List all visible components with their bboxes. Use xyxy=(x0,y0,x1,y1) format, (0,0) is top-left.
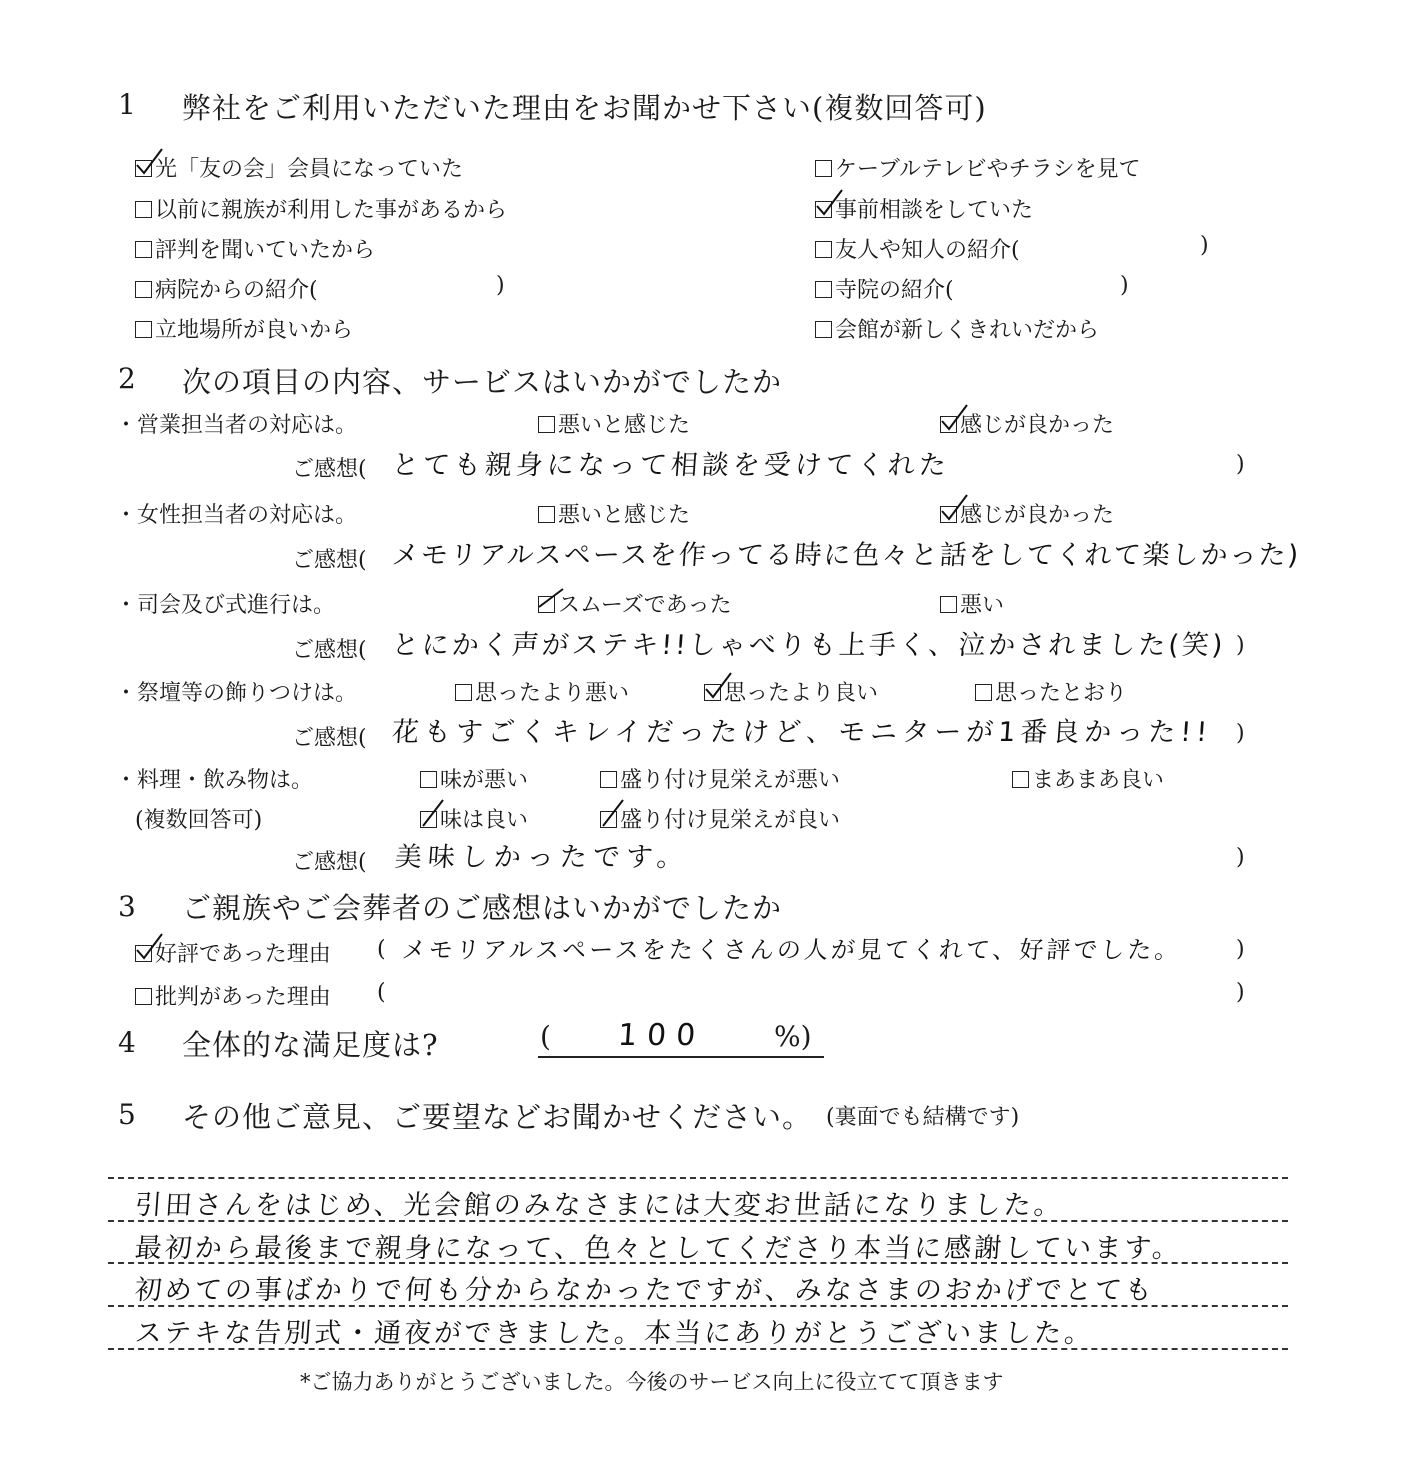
q2-mc-smooth[interactable] xyxy=(538,588,732,619)
checkbox-checked[interactable] xyxy=(135,945,152,962)
q3-bad-open: ( xyxy=(377,980,386,1005)
option-label: 評判を聞いていたから xyxy=(155,238,376,263)
checkbox[interactable] xyxy=(815,321,832,338)
option-label: まあまあ良い xyxy=(1032,768,1165,793)
q2-food-sub-label: (複数回答可) xyxy=(135,808,263,833)
q2-mc-label: ・司会及び式進行は。 xyxy=(115,593,336,618)
option-label: 味が悪い xyxy=(440,768,529,793)
q3-title: ご親族やご会葬者のご感想はいかがでしたか xyxy=(182,891,783,925)
q1-option-reputation[interactable] xyxy=(135,233,375,264)
q4-value: 100 xyxy=(616,1018,707,1053)
checkbox-checked[interactable] xyxy=(704,684,721,701)
q2-sales-impression-label: ご感想( xyxy=(292,457,367,482)
checkmark-icon xyxy=(814,190,844,220)
checkmark-icon xyxy=(599,800,629,830)
q2-altar-impression-label: ご感想( xyxy=(292,726,367,751)
q1-temple-close: ) xyxy=(1120,273,1129,298)
option-label: 批判があった理由 xyxy=(155,985,331,1010)
q2-number: 2 xyxy=(118,362,136,395)
q2-food-look-bad[interactable] xyxy=(600,763,840,794)
q2-mc-comment: とにかく声がステキ!!しゃべりも上手く、泣かされました(笑) xyxy=(390,630,1227,661)
option-label: 悪い xyxy=(960,593,1005,618)
option-label: 会館が新しくきれいだから xyxy=(835,318,1100,343)
checkmark-icon xyxy=(939,405,969,435)
q2-altar-worse[interactable] xyxy=(455,676,629,707)
checkmark-icon xyxy=(419,800,449,830)
q2-mc-close: ) xyxy=(1236,633,1245,658)
checkbox[interactable] xyxy=(455,684,472,701)
option-label: スムーズであった xyxy=(558,593,732,618)
q1-option-temple[interactable] xyxy=(815,273,954,304)
q3-bad-reason[interactable] xyxy=(135,980,331,1011)
checkbox[interactable] xyxy=(940,596,957,613)
q2-food-impression-label: ご感想( xyxy=(292,850,367,875)
q4-title: 全体的な満足度は? xyxy=(182,1028,439,1062)
q1-option-relatives[interactable] xyxy=(135,193,507,224)
option-label: 盛り付け見栄えが悪い xyxy=(620,768,841,793)
q2-female-impression-label: ご感想( xyxy=(292,548,367,573)
checkbox[interactable] xyxy=(538,506,555,523)
checkbox[interactable] xyxy=(815,160,832,177)
q3-good-reason[interactable] xyxy=(135,937,331,968)
option-label: 寺院の紹介( xyxy=(835,278,954,303)
q2-female-good[interactable] xyxy=(940,498,1114,529)
q1-option-new-hall[interactable] xyxy=(815,313,1099,344)
q5-title: その他ご意見、ご要望などお聞かせください。 xyxy=(182,1100,813,1134)
q2-title: 次の項目の内容、サービスはいかがでしたか xyxy=(182,365,783,399)
option-label: 感じが良かった xyxy=(960,503,1115,528)
q3-good-close: ) xyxy=(1236,937,1245,962)
option-label: 悪いと感じた xyxy=(558,413,691,438)
option-label: 悪いと感じた xyxy=(558,503,691,528)
checkbox[interactable] xyxy=(135,321,152,338)
q2-altar-better[interactable] xyxy=(704,676,878,707)
q2-sales-label: ・営業担当者の対応は。 xyxy=(115,413,358,438)
q1-title: 弊社をご利用いただいた理由をお聞かせ下さい(複数回答可) xyxy=(182,91,987,125)
q2-food-label: ・料理・飲み物は。 xyxy=(115,768,314,793)
checkbox[interactable] xyxy=(538,416,555,433)
q2-food-taste-good[interactable] xyxy=(420,803,528,834)
q2-sales-bad[interactable] xyxy=(538,408,690,439)
q1-option-friend-referral[interactable] xyxy=(815,233,1020,264)
q4-number: 4 xyxy=(118,1026,136,1059)
option-label: 盛り付け見栄えが良い xyxy=(620,808,841,833)
checkbox[interactable] xyxy=(1012,771,1029,788)
q2-altar-comment: 花もすごくキレイだったけど、モニターが1番良かった!! xyxy=(390,717,1214,748)
option-label: 思ったより良い xyxy=(724,681,879,706)
q2-sales-close: ) xyxy=(1236,452,1245,477)
q3-good-comment: メモリアルスペースをたくさんの人が見てくれて、好評でした。 xyxy=(400,936,1183,964)
checkbox-checked[interactable] xyxy=(940,416,957,433)
q2-female-label: ・女性担当者の対応は。 xyxy=(115,503,358,528)
checkbox[interactable] xyxy=(135,201,152,218)
checkbox[interactable] xyxy=(600,771,617,788)
q2-sales-comment: とても親身になって相談を受けてくれた xyxy=(390,450,951,481)
checkbox[interactable] xyxy=(135,281,152,298)
checkbox[interactable] xyxy=(135,988,152,1005)
q3-bad-close: ) xyxy=(1236,980,1245,1005)
option-label: 好評であった理由 xyxy=(155,942,331,967)
q5-comment-line-3: 初めての事ばかりで何も分からなかったですが、みなさまのおかげでとても xyxy=(133,1275,1156,1306)
q5-comment-line-2: 最初から最後まで親身になって、色々としてくださり本当に感謝しています。 xyxy=(133,1233,1184,1264)
q1-option-location[interactable] xyxy=(135,313,353,344)
option-label: 立地場所が良いから xyxy=(155,318,354,343)
q2-mc-impression-label: ご感想( xyxy=(292,638,367,663)
option-label: 感じが良かった xyxy=(960,413,1115,438)
q1-friend-close: ) xyxy=(1200,233,1209,258)
q2-female-bad[interactable] xyxy=(538,498,690,529)
q5-comment-line-1: 引田さんをはじめ、光会館のみなさまには大変お世話になりました。 xyxy=(133,1190,1065,1221)
q2-food-close: ) xyxy=(1236,845,1245,870)
q4-unit: %) xyxy=(774,1020,812,1053)
q2-altar-expected[interactable] xyxy=(975,676,1127,707)
checkbox[interactable] xyxy=(135,241,152,258)
q2-mc-bad[interactable] xyxy=(940,588,1004,619)
checkbox-checked[interactable] xyxy=(940,506,957,523)
checkmark-icon xyxy=(134,149,164,179)
checkbox-checked[interactable] xyxy=(600,811,617,828)
checkbox[interactable] xyxy=(975,684,992,701)
checkbox-checked[interactable] xyxy=(538,596,555,613)
q3-number: 3 xyxy=(118,890,136,923)
q2-food-okay[interactable] xyxy=(1012,763,1164,794)
divider xyxy=(108,1177,1288,1179)
checkbox[interactable] xyxy=(420,771,437,788)
checkbox-checked[interactable] xyxy=(135,160,152,177)
q2-altar-label: ・祭壇等の飾りつけは。 xyxy=(115,681,358,706)
footer-note: *ご協力ありがとうございました。今後のサービス向上に役立てて頂きます xyxy=(300,1370,1004,1394)
q2-food-taste-bad[interactable] xyxy=(420,763,528,794)
q2-food-comment: 美味しかったです。 xyxy=(393,842,691,873)
option-label: 病院からの紹介( xyxy=(155,278,318,303)
q4-open: ( xyxy=(540,1020,551,1053)
q5-note: (裏面でも結構です) xyxy=(826,1105,1020,1130)
q2-female-comment: メモリアルスペースを作ってる時に色々と話をしてくれて楽しかった) xyxy=(390,540,1302,571)
option-label: 思ったより悪い xyxy=(475,681,630,706)
q1-option-hospital[interactable] xyxy=(135,273,318,304)
checkmark-icon xyxy=(703,673,733,703)
option-label: 味は良い xyxy=(440,808,529,833)
checkbox[interactable] xyxy=(815,281,832,298)
option-label: 友人や知人の紹介( xyxy=(835,238,1020,263)
q4-satisfaction-field[interactable] xyxy=(538,1020,824,1058)
q2-sales-good[interactable] xyxy=(940,408,1114,439)
q1-number: 1 xyxy=(118,88,136,121)
q5-comment-line-4: ステキな告別式・通夜ができました。本当にありがとうございました。 xyxy=(133,1318,1096,1349)
q1-option-friends-club[interactable] xyxy=(135,152,463,183)
checkmark-icon xyxy=(939,495,969,525)
option-label: 事前相談をしていた xyxy=(835,198,1034,223)
checkmark-icon xyxy=(537,585,567,615)
q2-food-look-good[interactable] xyxy=(600,803,840,834)
checkbox-checked[interactable] xyxy=(420,811,437,828)
q1-option-consultation[interactable] xyxy=(815,193,1033,224)
q1-hospital-close: ) xyxy=(496,273,505,298)
q5-number: 5 xyxy=(118,1098,136,1131)
checkmark-icon xyxy=(134,934,164,964)
checkbox-checked[interactable] xyxy=(815,201,832,218)
q1-option-cable-tv[interactable] xyxy=(815,152,1141,183)
q2-altar-close: ) xyxy=(1236,721,1245,746)
option-label: 光「友の会」会員になっていた xyxy=(155,157,464,182)
q3-good-open: ( xyxy=(377,937,386,962)
option-label: 以前に親族が利用した事があるから xyxy=(155,198,508,223)
option-label: ケーブルテレビやチラシを見て xyxy=(835,157,1141,182)
option-label: 思ったとおり xyxy=(995,681,1128,706)
checkbox[interactable] xyxy=(815,241,832,258)
